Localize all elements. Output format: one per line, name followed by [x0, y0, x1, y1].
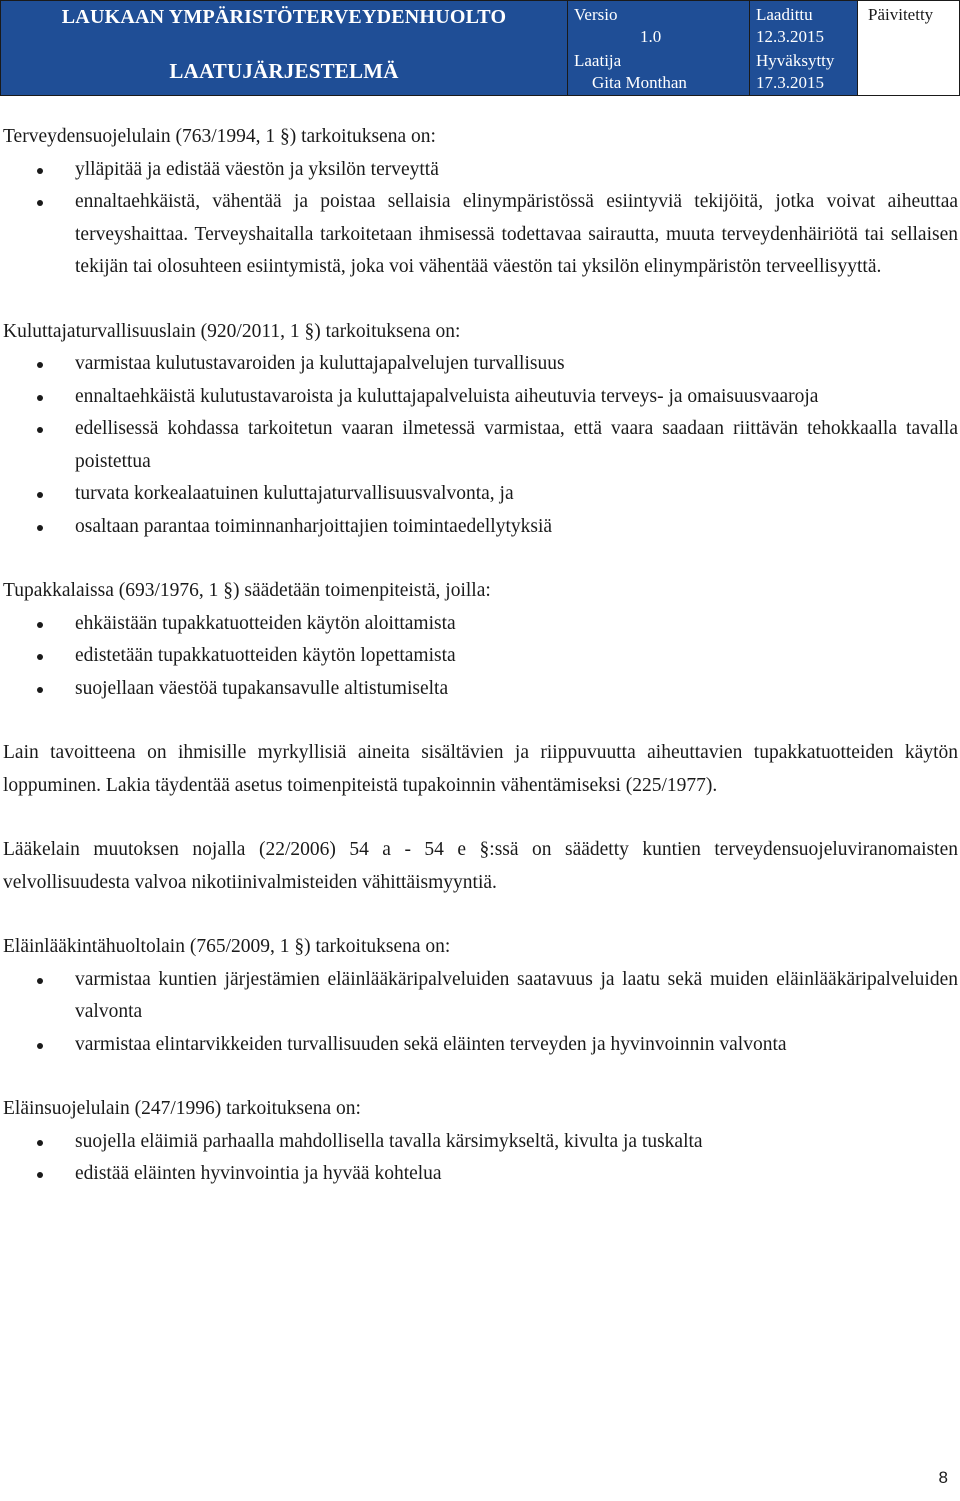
created-label: Laadittu [756, 5, 813, 24]
paragraph: Lääkelain muutoksen nojalla (22/2006) 54 a - 54 e §:ssä on säädetty kuntien terveydensuojeluviranomaisten velvollisuudesta valvoa nikotiinivalmisteiden vähittäismyyntiä. [3, 839, 958, 893]
approved-date: 17.3.2015 [756, 73, 824, 92]
system-name: LAATUJÄRJESTELMÄ [169, 59, 399, 83]
list-item: suojella eläimiä parhaalla mahdollisella tavalla kärsimykseltä, kivulta ja tuskalta [3, 1126, 958, 1159]
list-item: ennaltaehkäistä kulutustavaroista ja kuluttajapalveluista aiheutuvia terveys- ja omaisuusvaaroja [3, 381, 958, 414]
document-body [3, 121, 958, 1191]
dates-cell [750, 1, 858, 96]
list-item: varmistaa kulutustavaroiden ja kuluttajapalvelujen turvallisuus [3, 348, 958, 381]
version-author-cell [568, 1, 750, 96]
version-value: 1.0 [640, 27, 662, 46]
approved-label: Hyväksytty [756, 51, 835, 70]
version-label: Versio [574, 5, 618, 24]
created-date: 12.3.2015 [756, 27, 824, 46]
bullet-list [3, 154, 958, 284]
bullet-list [3, 608, 958, 706]
organization-cell [1, 1, 568, 96]
list-item: edistetään tupakkatuotteiden käytön lopettamista [3, 640, 958, 673]
section-intro: Tupakkalaissa (693/1976, 1 §) säädetään toimenpiteistä, joilla: [3, 580, 491, 601]
list-item: varmistaa kuntien järjestämien eläinlääkäripalveluiden saatavuus ja laatu sekä muiden eläinlääkäripalveluiden valvonta [3, 964, 958, 1029]
paragraph: Lain tavoitteena on ihmisille myrkyllisiä aineita sisältävien ja riippuvuutta aiheuttavien tupakkatuotteiden käytön loppuminen. Lakia täydentää asetus toimenpiteistä tupakoinnin vähentämiseksi (225/1977). [3, 742, 958, 796]
list-item: edellisessä kohdassa tarkoitetun vaaran ilmetessä varmistaa, että vaara saadaan riittävän tehokkaalla tavalla poistettua [3, 413, 958, 478]
updated-cell [858, 1, 960, 96]
bullet-list [3, 964, 958, 1062]
document-header [0, 0, 960, 96]
section-intro: Terveydensuojelulain (763/1994, 1 §) tarkoituksena on: [3, 126, 436, 147]
list-item: ehkäistään tupakkatuotteiden käytön aloittamista [3, 608, 958, 641]
list-item: ylläpitää ja edistää väestön ja yksilön terveyttä [3, 154, 958, 187]
author-label: Laatija [574, 51, 622, 70]
list-item: suojellaan väestöä tupakansavulle altistumiselta [3, 673, 958, 706]
page-number: 8 [938, 1468, 948, 1487]
section-intro: Eläinsuojelulain (247/1996) tarkoituksena on: [3, 1098, 361, 1119]
bullet-list [3, 348, 958, 543]
list-item: edistää eläinten hyvinvointia ja hyvää kohtelua [3, 1158, 958, 1191]
bullet-list [3, 1126, 958, 1191]
author-value: Gita Monthan [592, 73, 687, 92]
list-item: ennaltaehkäistä, vähentää ja poistaa sellaisia elinympäristössä esiintyviä tekijöitä, jotka voivat aiheuttaa terveyshaittaa. Terveyshaitalla tarkoitetaan ihmisessä todettavaa sairautta, muuta terveydenhäiriötä tai sellaisen tekijän tai olosuhteen esiintymistä, joka voi vähentää väestön tai yksilön elinympäristön terveellisyyttä. [3, 186, 958, 284]
list-item: turvata korkealaatuinen kuluttajaturvallisuusvalvonta, ja [3, 478, 958, 511]
organization-name: LAUKAAN YMPÄRISTÖTERVEYDENHUOLTO [61, 6, 507, 28]
list-item: osaltaan parantaa toiminnanharjoittajien toimintaedellytyksiä [3, 511, 958, 544]
section-intro: Kuluttajaturvallisuuslain (920/2011, 1 §) tarkoituksena on: [3, 320, 461, 342]
section-intro: Eläinlääkintähuoltolain (765/2009, 1 §) tarkoituksena on: [3, 936, 451, 957]
list-item: varmistaa elintarvikkeiden turvallisuuden sekä eläinten terveyden ja hyvinvoinnin valvonta [3, 1029, 958, 1062]
updated-label: Päivitetty [868, 5, 934, 24]
